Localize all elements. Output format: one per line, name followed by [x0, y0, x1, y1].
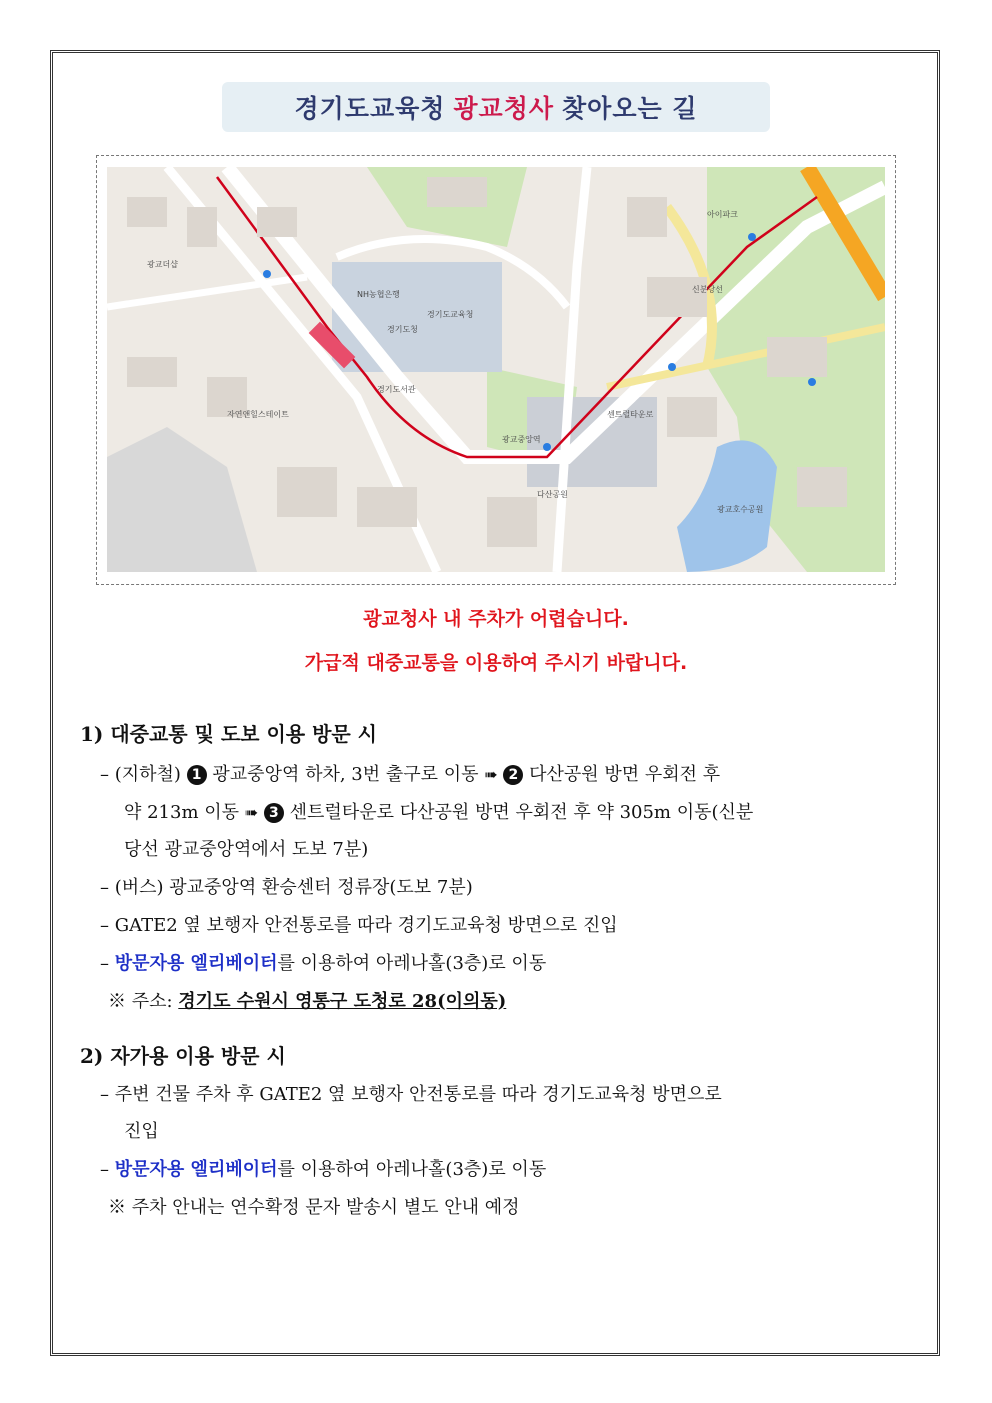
subway-line-3: 당선 광교중앙역에서 도보 7분) [124, 839, 369, 860]
map-label: 신분당선 [692, 285, 723, 294]
map-label: 광교중앙역 [502, 435, 541, 444]
elevator-text: 를 이용하여 아레나홀(3층)로 이동 [277, 1159, 547, 1180]
title-post: 찾아오는 길 [562, 94, 698, 123]
title-pre: 경기도교육청 [294, 94, 446, 123]
parking-line-2: 진입 [124, 1121, 159, 1142]
map-label: 경기도청 [387, 325, 418, 334]
gate-line: – GATE2 옆 보행자 안전통로를 따라 경기도교육청 방면으로 진입 [100, 915, 618, 936]
subway-line-2 [124, 798, 753, 824]
elevator-dash: – [100, 1159, 109, 1180]
page-title [222, 82, 770, 132]
address-label: ※ 주소: [108, 991, 173, 1012]
map-label: 광교호수공원 [717, 505, 764, 514]
subway-text-2: 다산공원 방면 우회전 후 [529, 764, 721, 785]
section-2-heading: 2) 자가용 이용 방문 시 [80, 1044, 286, 1068]
subway-text-3: 약 213m 이동 [124, 802, 240, 823]
map-label: 센트럴타운로 [607, 410, 654, 419]
elevator-highlight: 방문자용 엘리베이터 [114, 953, 278, 974]
elevator-text: 를 이용하여 아레나홀(3층)로 이동 [277, 953, 547, 974]
arrow-icon: ➠ [244, 803, 259, 822]
subway-label: – (지하철) [100, 764, 181, 785]
section-1-heading: 1) 대중교통 및 도보 이용 방문 시 [80, 722, 377, 746]
address-line [108, 987, 506, 1013]
step-2-icon: 2 [503, 765, 523, 785]
map-label: 아이파크 [707, 210, 738, 219]
step-3-icon: 3 [264, 803, 284, 823]
parking-note: ※ 주차 안내는 연수확정 문자 발송시 별도 안내 예정 [108, 1197, 520, 1218]
map-label: 자연앤힐스테이트 [227, 410, 289, 419]
map-label: NH농협은행 [357, 290, 400, 299]
title-highlight: 광교청사 [453, 94, 555, 123]
parking-line-1: – 주변 건물 주차 후 GATE2 옆 보행자 안전통로를 따라 경기도교육청 방면으로 [100, 1084, 722, 1105]
elevator-highlight: 방문자용 엘리베이터 [114, 1159, 278, 1180]
arrow-icon: ➠ [484, 765, 498, 784]
map-label: 경기도서관 [377, 385, 416, 394]
notice-line-1: 광교청사 내 주차가 어렵습니다. [363, 608, 629, 630]
elevator-line-2 [100, 1155, 546, 1181]
address-value: 경기도 수원시 영통구 도청로 28(이의동) [178, 991, 507, 1012]
subway-text-1: 광교중앙역 하차, 3번 출구로 이동 [212, 764, 479, 785]
elevator-line [100, 949, 546, 975]
location-map [107, 167, 885, 572]
bus-line: – (버스) 광교중앙역 환승센터 정류장(도보 7분) [100, 877, 473, 898]
map-label: 경기도교육청 [427, 310, 474, 319]
subway-text-4: 센트럴타운로 다산공원 방면 우회전 후 약 305m 이동(신분 [289, 802, 754, 823]
map-label: 광교더샵 [147, 260, 178, 269]
step-1-icon: 1 [187, 765, 207, 785]
elevator-dash: – [100, 953, 109, 974]
subway-line-1 [100, 760, 720, 786]
map-label: 다산공원 [537, 490, 568, 499]
notice-line-2: 가급적 대중교통을 이용하여 주시기 바랍니다. [304, 652, 688, 674]
